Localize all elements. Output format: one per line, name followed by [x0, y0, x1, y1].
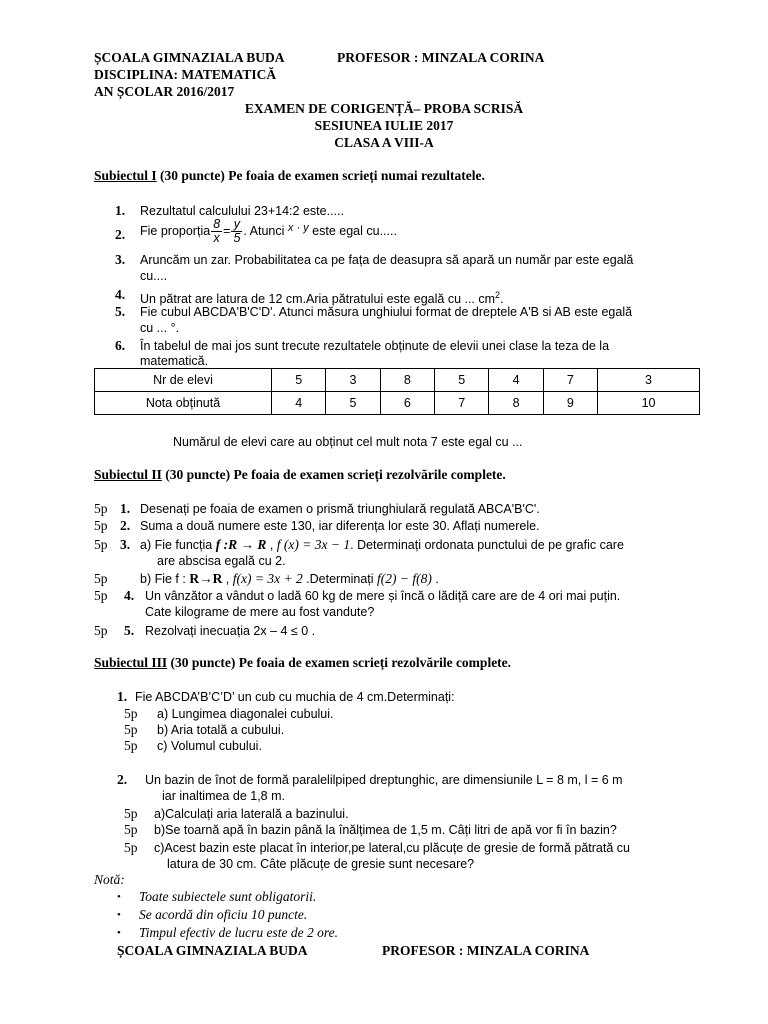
s2-item3b-body: .Determinați [302, 572, 374, 586]
fraction2-denominator: 5 [233, 231, 241, 246]
s3-p1b-score: 5p [124, 722, 138, 737]
table-cell: 5 [272, 369, 326, 392]
s2-item2-score: 5p [94, 518, 108, 533]
note-item-2: Se acordă din oficiu 10 puncte. [139, 907, 308, 922]
subject1-instructions: (30 puncte) Pe foaia de examen scrieți numai rezultatele. [156, 168, 485, 183]
note-item-1: Toate subiectele sunt obligatorii. [139, 889, 317, 904]
footer-teacher: PROFESOR : MINZALA CORINA [382, 943, 590, 958]
subject2-heading [94, 467, 506, 483]
table-question: Numărul de elevi care au obținut cel mult nota 7 este egal cu ... [173, 435, 523, 449]
table-cell: 5 [326, 392, 380, 415]
s3-problem1-number: 1. [117, 689, 128, 704]
s3-p1a-score: 5p [124, 706, 138, 721]
s1-item6-number: 6. [115, 338, 126, 353]
table-cell: 8 [380, 369, 434, 392]
bullet-icon: • [117, 891, 121, 903]
subject1-heading [94, 168, 485, 184]
s1-item3-number: 3. [115, 252, 126, 267]
s3-p2c-line2: latura de 30 cm. Câte plăcuțe de gresie sunt necesare? [167, 857, 475, 871]
table-row-label: Nota obținută [95, 392, 272, 415]
s2-item4-line2: Cate kilograme de mere au fost vandute? [145, 605, 375, 619]
equals-sign: = [223, 224, 231, 238]
s3-p2c-score: 5p [124, 840, 138, 855]
table-cell: 7 [543, 369, 597, 392]
s1-item5-line1: Fie cubul ABCDA'B'C'D'. Atunci măsura unghiului format de dreptele A'B si AB este egală [140, 305, 633, 319]
s1-item4-end: . [500, 292, 504, 307]
s1-item1-number: 1. [115, 203, 126, 218]
subject3-heading [94, 655, 511, 671]
notes-title: Notă: [94, 872, 125, 887]
s3-p2a-score: 5p [124, 806, 138, 821]
s1-item5-number: 5. [115, 304, 126, 319]
s3-p2c-line1: c)Acest bazin este placat în interior,pe lateral,cu plăcuțe de gresie de formă pătrată cu [154, 841, 630, 855]
fraction2-numerator: y [231, 218, 242, 232]
table-cell: 9 [543, 392, 597, 415]
fraction1-denominator: x [213, 231, 220, 246]
table-row-grades [95, 392, 700, 415]
s3-p2b-score: 5p [124, 822, 138, 837]
s2-item2-text: Suma a două numere este 130, iar diferența lor este 30. Aflați numerele. [140, 519, 540, 533]
s1-item6-line2: matematică. [140, 354, 209, 368]
table-cell: 4 [272, 392, 326, 415]
s1-item2-expression: x · y [287, 222, 309, 234]
s2-item3-line2: are abscisa egală cu 2. [157, 554, 286, 568]
s2-item3b-label: b) Fie f : [140, 572, 186, 586]
s1-item4-number: 4. [115, 287, 126, 302]
subject3-title: Subiectul III [94, 655, 168, 670]
header-teacher: PROFESOR : MINZALA CORINA [337, 50, 545, 65]
table-row-students [95, 369, 700, 392]
s2-item3-function: f :R → R [215, 537, 267, 552]
s3-problem2-line1: Un bazin de înot de formă paralelilpiped dreptunghic, are dimensiunile L = 8 m, l = 6 m [145, 773, 623, 787]
s1-item2-tail: este egal cu..... [312, 224, 397, 238]
header-school-year: AN ȘCOLAR 2016/2017 [94, 84, 235, 99]
s2-item3-number: 3. [120, 537, 131, 552]
s2-item3-separator: , [266, 538, 277, 552]
subject3-instructions: (30 puncte) Pe foaia de examen scrieți rezolvările complete. [167, 655, 512, 670]
s3-p1c-text: c) Volumul cubului. [157, 739, 262, 753]
s2-item3b-end: . [431, 572, 439, 586]
s2-item1-number: 1. [120, 501, 131, 516]
s2-item4-line1: Un vânzător a vândut o ladă 60 kg de mere și încă o lădiță care are de 4 ori mai puțin. [145, 589, 621, 603]
s3-p1c-score: 5p [124, 738, 138, 753]
s2-item4-number: 4. [124, 588, 135, 603]
s1-item5-line2: cu ... °. [140, 321, 180, 335]
table-cell: 5 [435, 369, 489, 392]
subject1-title: Subiectul I [94, 168, 157, 183]
s2-item3b-domain: R→R [189, 571, 223, 586]
s2-item1-score: 5p [94, 501, 108, 516]
fraction-y-over-5 [231, 218, 242, 245]
table-cell: 3 [598, 369, 700, 392]
s3-problem1-text: Fie ABCDA’B’C’D’ un cub cu muchia de 4 cm.Determinați: [135, 690, 455, 704]
s2-item3b-text [140, 571, 439, 587]
s2-item3-expression: f (x) = 3x − 1 [276, 537, 351, 552]
s3-p1a-text: a) Lungimea diagonalei cubului. [157, 707, 334, 721]
table-cell: 10 [598, 392, 700, 415]
fraction-8-over-x [211, 218, 222, 245]
header-discipline: DISCIPLINA: MATEMATICĂ [94, 67, 277, 82]
s2-item5-text: Rezolvați inecuația 2x – 4 ≤ 0 . [145, 624, 316, 638]
s3-p2a-text: a)Calculați aria laterală a bazinului. [154, 807, 349, 821]
s2-item3-text [140, 537, 624, 553]
bullet-icon: • [117, 927, 121, 939]
table-cell: 8 [489, 392, 543, 415]
s1-item2-number: 2. [115, 227, 126, 242]
s2-item3b-expression: f(x) = 3x + 2 [232, 571, 303, 586]
s2-item3b-score: 5p [94, 571, 108, 586]
grades-table [94, 368, 700, 415]
s1-item1-text: Rezultatul calculului 23+14:2 este..... [140, 204, 344, 218]
table-cell: 6 [380, 392, 434, 415]
table-cell: 3 [326, 369, 380, 392]
s3-p1b-text: b) Aria totală a cubului. [157, 723, 285, 737]
s2-item3-label: a) Fie funcția [140, 538, 213, 552]
fraction1-numerator: 8 [213, 217, 221, 232]
exam-session: SESIUNEA IULIE 2017 [314, 118, 454, 133]
header-school: ȘCOALA GIMNAZIALA BUDA [94, 50, 285, 65]
table-row-label: Nr de elevi [95, 369, 272, 392]
exam-title: EXAMEN DE CORIGENȚĂ– PROBA SCRISĂ [244, 101, 524, 116]
s2-item1-text: Desenați pe foaia de examen o prismă triunghiulară regulată ABCA'B'C'. [140, 502, 540, 516]
s2-item5-number: 5. [124, 623, 135, 638]
footer-school: ȘCOALA GIMNAZIALA BUDA [117, 943, 308, 958]
s2-item3b-separator: , [222, 572, 233, 586]
table-cell: 7 [435, 392, 489, 415]
s2-item5-score: 5p [94, 623, 108, 638]
s1-item6-line1: În tabelul de mai jos sunt trecute rezultatele obținute de elevii unei clase la teza de la [140, 339, 610, 353]
s2-item4-score: 5p [94, 588, 108, 603]
s1-item4-body: Un pătrat are latura de 12 cm.Aria pătratului este egală cu ... cm [140, 292, 496, 307]
s2-item3-body: . Determinați ordonata punctului de pe grafic care [350, 538, 624, 552]
s1-item3-line2: cu.... [140, 269, 168, 283]
note-item-3: Timpul efectiv de lucru este de 2 ore. [139, 925, 338, 940]
s1-item3-line1: Aruncăm un zar. Probabilitatea ca pe fața de deasupra să apară un număr par este egală [140, 253, 634, 267]
s1-item2-lead: Fie proporția [140, 224, 211, 238]
s1-item2-mid: . Atunci [243, 224, 285, 238]
s1-item2-text [140, 218, 397, 245]
subject2-title: Subiectul II [94, 467, 162, 482]
squared-superscript: 2 [495, 290, 501, 300]
s3-problem2-number: 2. [117, 772, 128, 787]
s3-problem2-line2: iar inaltimea de 1,8 m. [162, 789, 285, 803]
subject2-instructions: (30 puncte) Pe foaia de examen scrieți rezolvările complete. [161, 467, 506, 482]
table-cell: 4 [489, 369, 543, 392]
exam-class: CLASA A VIII-A [334, 135, 434, 150]
s3-p2b-text: b)Se toarnă apă în bazin până la înălțimea de 1,5 m. Câți litri de apă vor fi în bazin? [154, 823, 617, 837]
s2-item3-score: 5p [94, 537, 108, 552]
s2-item3b-expression2: f(2) − f(8) [377, 571, 432, 586]
s2-item2-number: 2. [120, 518, 131, 533]
bullet-icon: • [117, 909, 121, 921]
